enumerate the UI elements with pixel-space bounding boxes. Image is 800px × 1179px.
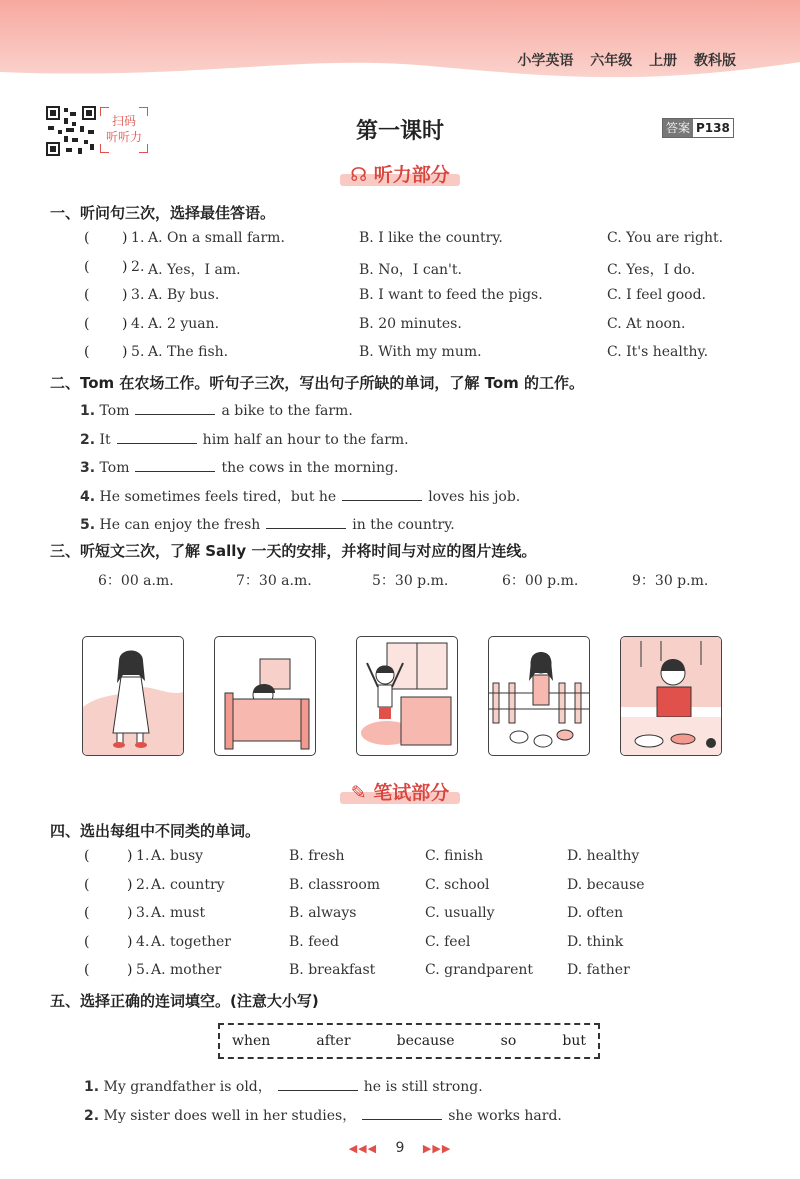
time-label: 9：30 p.m. bbox=[632, 573, 709, 589]
question-number: 3 bbox=[131, 287, 140, 303]
question-number: 4 bbox=[136, 933, 145, 950]
word-group-row bbox=[0, 934, 800, 956]
writing-banner-text: 笔试部分 bbox=[373, 782, 450, 804]
part1-heading: 一、听问句三次，选择最佳答语。 bbox=[50, 204, 276, 222]
option-a: A. country bbox=[151, 876, 225, 893]
question-number: 4 bbox=[131, 315, 140, 332]
sentence-before: My grandfather is old， bbox=[103, 1079, 272, 1095]
sentence-before: Tom bbox=[99, 403, 130, 419]
question-number: 2 bbox=[136, 876, 145, 893]
option-c: C. At noon. bbox=[607, 315, 686, 332]
conjunction-row bbox=[84, 1076, 483, 1096]
left-arrows-icon: ◀◀◀ bbox=[348, 1142, 378, 1155]
word-option: after bbox=[316, 1033, 351, 1049]
answer-blank[interactable] bbox=[266, 514, 346, 529]
answer-blank[interactable] bbox=[135, 400, 215, 415]
question-row bbox=[0, 316, 800, 338]
option-a: A. busy bbox=[151, 848, 204, 864]
answer-bracket[interactable]: ( bbox=[84, 848, 90, 864]
page-number: 9 bbox=[395, 1140, 405, 1156]
book-volume: 上册 bbox=[649, 53, 678, 69]
scan-label-line2: 听听力 bbox=[105, 130, 142, 144]
time-label: 6：00 a.m. bbox=[98, 573, 174, 589]
conjunction-row bbox=[84, 1105, 562, 1125]
answer-bracket[interactable]: ( bbox=[84, 933, 90, 950]
word-group-row bbox=[0, 877, 800, 899]
option-a: A. By bus. bbox=[148, 287, 220, 303]
question-dot: . bbox=[145, 962, 150, 978]
book-grade: 六年级 bbox=[590, 53, 633, 69]
question-dot: . bbox=[140, 258, 145, 275]
book-subject: 小学英语 bbox=[517, 53, 574, 69]
question-number: 5 bbox=[131, 344, 140, 360]
part4-heading: 四、选出每组中不同类的单词。 bbox=[50, 822, 261, 840]
option-b: B. always bbox=[289, 905, 357, 921]
writing-section-banner bbox=[330, 778, 470, 804]
answer-bracket[interactable]: ( bbox=[84, 315, 90, 332]
sentence-after: he is still strong. bbox=[363, 1079, 483, 1095]
headphones-icon: ☊ bbox=[350, 164, 368, 186]
answer-bracket-close: ) bbox=[122, 258, 128, 275]
option-a: A. On a small farm. bbox=[148, 230, 285, 246]
option-a: A. together bbox=[151, 933, 231, 950]
answer-blank[interactable] bbox=[278, 1076, 358, 1091]
option-c: C. Yes，I do. bbox=[607, 261, 696, 278]
word-group-row bbox=[0, 962, 800, 984]
option-a: A. must bbox=[151, 905, 206, 921]
page-footer bbox=[0, 1140, 800, 1156]
sentence-before: He can enjoy the fresh bbox=[99, 517, 261, 533]
option-a: A. 2 yuan. bbox=[148, 315, 220, 332]
scan-label-line1: 扫码 bbox=[111, 114, 136, 128]
item-number: 1. bbox=[80, 403, 96, 419]
item-number: 2. bbox=[80, 431, 96, 448]
word-bank bbox=[218, 1023, 600, 1059]
option-d: D. healthy bbox=[567, 848, 640, 864]
option-c: C. grandparent bbox=[425, 962, 534, 978]
word-option: so bbox=[500, 1033, 517, 1049]
option-b: B. With my mum. bbox=[359, 344, 482, 360]
sentence-after: the cows in the morning. bbox=[221, 460, 399, 476]
word-group-row bbox=[0, 848, 800, 870]
question-number: 2 bbox=[131, 258, 140, 275]
answer-bracket[interactable]: ( bbox=[84, 258, 90, 275]
part2-heading: 二、Tom 在农场工作。听句子三次，写出句子所缺的单词，了解 Tom 的工作。 bbox=[50, 374, 585, 392]
question-dot: . bbox=[140, 315, 145, 332]
question-dot: . bbox=[145, 933, 150, 950]
part5-heading: 五、选择正确的连词填空。(注意大小写) bbox=[50, 992, 319, 1010]
question-row bbox=[0, 287, 800, 309]
sentence-after: loves his job. bbox=[428, 488, 521, 505]
fill-blank-row bbox=[80, 486, 520, 506]
option-c: C. It's healthy. bbox=[607, 344, 709, 360]
question-number: 3 bbox=[136, 905, 145, 921]
listening-section-banner bbox=[330, 160, 470, 186]
sentence-before: He sometimes feels tired，but he bbox=[99, 488, 337, 505]
answer-bracket-close: ) bbox=[127, 848, 133, 864]
fill-blank-row bbox=[80, 400, 353, 419]
option-d: D. think bbox=[567, 933, 624, 950]
option-d: D. father bbox=[567, 962, 630, 978]
question-number: 1 bbox=[131, 230, 140, 246]
question-dot: . bbox=[140, 287, 145, 303]
fill-blank-row bbox=[80, 457, 398, 476]
question-dot: . bbox=[145, 848, 150, 864]
picture-girl-stretching[interactable] bbox=[356, 636, 458, 756]
answer-reference[interactable] bbox=[662, 118, 734, 138]
answer-page: P138 bbox=[696, 121, 730, 135]
option-a: A. Yes，I am. bbox=[148, 261, 241, 278]
option-a: A. mother bbox=[151, 962, 222, 978]
option-c: C. You are right. bbox=[607, 230, 724, 246]
answer-bracket[interactable]: ( bbox=[84, 905, 90, 921]
answer-bracket[interactable]: ( bbox=[84, 344, 90, 360]
option-c: C. feel bbox=[425, 933, 471, 950]
answer-bracket-close: ) bbox=[122, 287, 128, 303]
sentence-after: a bike to the farm. bbox=[221, 403, 353, 419]
item-number: 5. bbox=[80, 517, 96, 533]
sentence-after: she works hard. bbox=[448, 1107, 562, 1124]
option-c: C. I feel good. bbox=[607, 287, 707, 303]
sentence-before: My sister does well in her studies， bbox=[103, 1107, 357, 1124]
picture-girl-walking[interactable] bbox=[82, 636, 184, 756]
option-d: D. because bbox=[567, 876, 645, 893]
time-label: 5：30 p.m. bbox=[372, 573, 449, 589]
option-b: B. I like the country. bbox=[359, 230, 503, 246]
listening-banner-text: 听力部分 bbox=[373, 164, 450, 186]
option-b: B. fresh bbox=[289, 848, 345, 864]
answer-bracket-close: ) bbox=[127, 962, 133, 978]
option-d: D. often bbox=[567, 905, 624, 921]
answer-bracket[interactable]: ( bbox=[84, 287, 90, 303]
header-band bbox=[0, 0, 800, 95]
answer-blank[interactable] bbox=[342, 486, 422, 501]
answer-label: 答案 bbox=[663, 119, 693, 137]
answer-blank[interactable] bbox=[117, 429, 197, 444]
answer-bracket-close: ) bbox=[122, 344, 128, 360]
option-b: B. classroom bbox=[289, 876, 381, 893]
picture-girl-feeding-chickens[interactable] bbox=[488, 636, 590, 756]
answer-bracket-close: ) bbox=[127, 933, 133, 950]
question-dot: . bbox=[140, 344, 145, 360]
question-row bbox=[0, 230, 800, 252]
question-dot: . bbox=[145, 905, 150, 921]
item-number: 4. bbox=[80, 488, 96, 505]
sentence-after: him half an hour to the farm. bbox=[202, 431, 409, 448]
question-row bbox=[0, 259, 800, 281]
answer-bracket-close: ) bbox=[122, 315, 128, 332]
part3-heading: 三、听短文三次，了解 Sally 一天的安排，并将时间与对应的图片连线。 bbox=[50, 542, 537, 560]
option-a: A. The fish. bbox=[148, 344, 229, 360]
answer-bracket-close: ) bbox=[127, 876, 133, 893]
question-dot: . bbox=[145, 876, 150, 893]
item-number: 1. bbox=[84, 1079, 100, 1095]
fill-blank-row bbox=[80, 514, 455, 533]
right-arrows-icon: ▶▶▶ bbox=[422, 1142, 452, 1155]
picture-girl-in-bed[interactable] bbox=[214, 636, 316, 756]
answer-bracket-close: ) bbox=[127, 905, 133, 921]
option-b: B. feed bbox=[289, 933, 339, 950]
sentence-before: Tom bbox=[99, 460, 130, 476]
question-dot: . bbox=[140, 230, 145, 246]
item-number: 3. bbox=[80, 460, 96, 476]
time-label: 6：00 p.m. bbox=[502, 573, 579, 589]
answer-bracket[interactable]: ( bbox=[84, 876, 90, 893]
question-row bbox=[0, 344, 800, 366]
pencil-icon: ✎ bbox=[350, 782, 367, 804]
word-group-row bbox=[0, 905, 800, 927]
option-b: B. breakfast bbox=[289, 962, 376, 978]
word-option: when bbox=[232, 1033, 271, 1049]
book-edition: 教科版 bbox=[694, 53, 736, 69]
word-option: but bbox=[562, 1033, 586, 1049]
option-c: C. finish bbox=[425, 848, 484, 864]
sentence-after: in the country. bbox=[352, 517, 455, 533]
option-c: C. school bbox=[425, 876, 490, 893]
sentence-before: It bbox=[99, 431, 111, 448]
question-number: 1 bbox=[136, 848, 145, 864]
book-info bbox=[505, 50, 736, 70]
picture-girl-cooking[interactable] bbox=[620, 636, 722, 756]
answer-bracket-close: ) bbox=[122, 230, 128, 246]
answer-bracket[interactable]: ( bbox=[84, 230, 90, 246]
fill-blank-row bbox=[80, 429, 409, 448]
answer-bracket[interactable]: ( bbox=[84, 962, 90, 978]
answer-blank[interactable] bbox=[135, 457, 215, 472]
word-option: because bbox=[396, 1033, 455, 1049]
question-number: 5 bbox=[136, 962, 145, 978]
option-b: B. No，I can't. bbox=[359, 261, 462, 278]
page-title: 第一课时 bbox=[355, 119, 444, 144]
item-number: 2. bbox=[84, 1107, 100, 1124]
option-b: B. 20 minutes. bbox=[359, 315, 462, 332]
option-b: B. I want to feed the pigs. bbox=[359, 287, 543, 303]
time-label: 7：30 a.m. bbox=[236, 573, 312, 589]
answer-blank[interactable] bbox=[362, 1105, 442, 1120]
option-c: C. usually bbox=[425, 905, 495, 921]
